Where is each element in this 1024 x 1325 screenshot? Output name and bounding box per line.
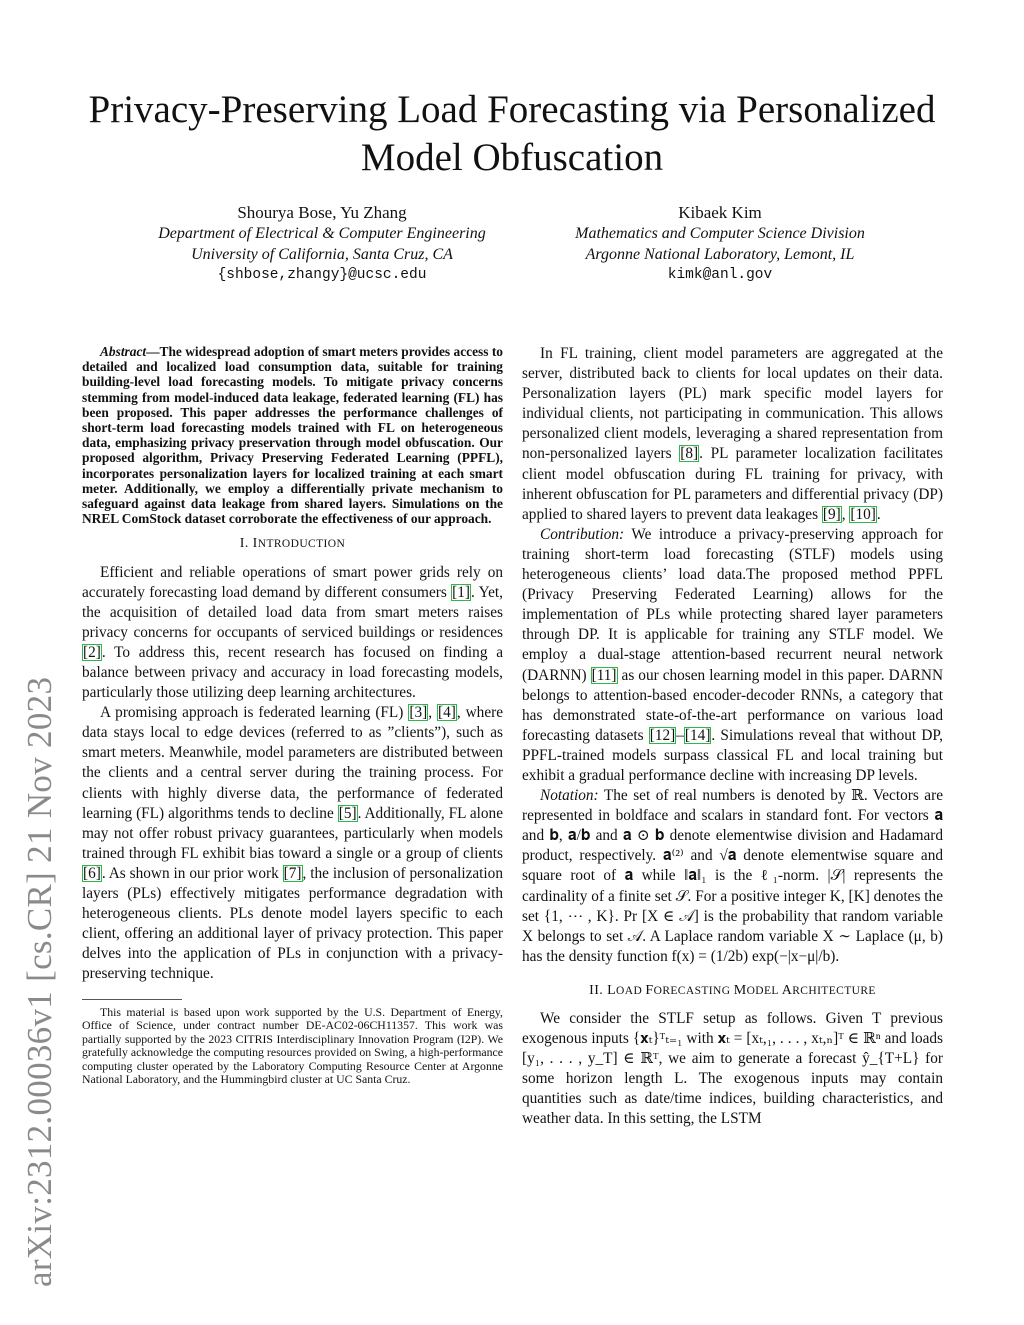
intro-paragraph-1: Efficient and reliable operations of smart power grids rely on accurately forecasting load demand by different consumers [1]. Yet, the acquisition of detailed load data from smart meters raises privacy concerns for occupants of serviced buildings or residences [2]. To address this, recent research has focused on finding a balance between privacy and accuracy in load forecasting models, particularly those utilizing deep learning architectures. [82, 563, 503, 702]
section-heading-introduction: I. INTRODUCTION [239, 536, 346, 552]
page-title: Privacy-Preserving Load Forecasting via Personalized Model Obfuscation [88, 88, 936, 179]
citation-link[interactable]: [2] [83, 643, 101, 661]
author-affiliation: Mathematics and Computer Science Division [575, 225, 865, 242]
citation-link[interactable]: [14] [684, 726, 711, 744]
footnote-divider [82, 999, 182, 1000]
left-column [82, 344, 503, 1087]
fl-training-paragraph: In FL training, client model parameters are aggregated at the server, distributed back to clients for local updates on their data. Personalization layers (PL) mark specific model layers for individual clients, not participating in communication. This allows personalized client models, leveraging a shared representation from non-personalized layers [8]. PL parameter localization facilitates client model obfuscation during FL training for privacy, with inherent obfuscation for PL parameters and differential privacy (DP) applied to shared layers to prevent data leakages [9], [10]. [522, 345, 944, 523]
author-email[interactable]: kimk@anl.gov [667, 267, 773, 283]
citation-link[interactable]: [12] [649, 726, 676, 744]
abstract-text: —The widespread adoption of smart meters provides access to detailed and localized load consumption data, suitable for training building-level load forecasting models. To mitigate privacy concerns stemming from model-induced data leakage, federated learning (FL) has been proposed. This paper addresses the performance challenges of short-term load forecasting models trained with FL on heterogeneous data, emphasizing privacy preservation through model obfuscation. Our proposed algorithm, Privacy Preserving Federated Learning (PPFL), incorporates personalization layers for localized training at each smart meter. Additionally, we employ a differentially private mechanism to safeguard against data leakage from shared layers. Simulations on the NREL ComStock dataset corroborate the effectiveness of our approach. [82, 344, 503, 527]
citation-link[interactable]: [3] [409, 704, 428, 722]
citation-link[interactable]: [9] [822, 505, 841, 523]
intro-paragraph-2: A promising approach is federated learning (FL) [3], [4], where data stays local to edge devices (referred to as ”clients”), such as smart meters. Meanwhile, model parameters are distributed between the clients and a central server during the training process. For clients with highly diverse data, the performance of federated learning (FL) algorithms tends to decline [5]. Additionally, FL alone may not offer robust privacy guarantees, particularly when models trained through FL exhibit bias toward a single or a group of clients [6]. As shown in our prior work [7], the inclusion of personalization layers (PLs) effectively mitigates performance degradation with heterogeneous clients. PLs denote model layers specific to each client, offering an additional layer of privacy protection. This paper delves into the application of PLs in conjunction with a privacy-preserving technique. [82, 704, 503, 983]
citation-link[interactable]: [6] [83, 864, 101, 882]
contribution-paragraph: Contribution: We introduce a privacy-preserving approach for training short-term load forecasting (STLF) models using heterogeneous clients’ load data.The proposed method PPFL (Privacy Preserving Federated Learning) allows for the implementation of PLs while protecting shared layer parameters through DP. It is applicable for training any STLF model. We employ a dual-stage attention-based recurrent neural network (DARNN) [11] as our chosen learning model in this paper. DARNN belongs to attention-based encoder-decoder RNNs, a category that has demonstrated state-of-the-art performance on various load forecasting datasets [12]–[14]. Simulations reveal that without DP, PPFL-trained models surpass classical FL and local training but exhibit a gradual performance decline with increasing DP levels. [522, 525, 944, 784]
citation-link[interactable]: [4] [437, 704, 456, 722]
author-names: Shourya Bose, Yu Zhang [237, 203, 407, 222]
stlf-setup-paragraph: We consider the STLF setup as follows. Given T previous exogenous inputs {𝐱ₜ}ᵀₜ₌₁ with 𝐱ₜ = [xₜ,₁, . . . , xₜ,ₙ]ᵀ ∈ ℝⁿ and loads [y₁, . . . , y_T] ∈ ℝᵀ, we aim to generate a forecast ŷ_{T+L} for some horizon length L. The exogenous inputs may contain quantities such as date/time indices, building characteristics, and weather data. In this setting, the LSTM [522, 1010, 943, 1128]
section-heading-architecture: II. LOAD FORECASTING MODEL ARCHITECTURE [589, 982, 876, 998]
citation-link[interactable]: [10] [850, 505, 876, 523]
funding-footnote: This material is based upon work supported by the U.S. Department of Energy, Office of Science, under contract number DE-AC02-06CH11357. This work was partially supported by the 2023 CITRIS Interdisciplinary Innovation Program (I2P). We gratefully acknowledge the computing resources provided on Swing, a high-performance computing cluster operated by the Laboratory Computing Resource Center at Argonne National Laboratory, and the Hummingbird cluster at UC Santa Cruz. [82, 1004, 503, 1087]
author-block-ucsc [112, 202, 532, 286]
citation-link[interactable]: [1] [452, 583, 470, 601]
notation-label: Notation: [540, 787, 599, 805]
arxiv-identifier[interactable]: arXiv:2312.00036v1 [cs.CR] 21 Nov 2023 [20, 676, 59, 1287]
citation-link[interactable]: [8] [680, 445, 699, 463]
abstract-label: Abstract [100, 344, 147, 359]
contribution-label: Contribution: [540, 525, 625, 543]
right-column [522, 344, 943, 1130]
notation-paragraph: Notation: The set of real numbers is denoted by ℝ. Vectors are represented in boldface and scalars in standard font. For vectors 𝐚 and 𝐛, 𝐚/𝐛 and 𝐚 ⊙ 𝐛 denote elementwise division and Hadamard product, respectively. 𝐚⁽²⁾ and √𝐚 denote elementwise square and square root of 𝐚 while ‖𝐚‖₁ is the ℓ₁-norm. |𝒮| represents the cardinality of a finite set 𝒮. For a positive integer K, [K] denotes the set {1, ⋯ , K}. Pr [X ∈ 𝒜] is the probability that random variable X belongs to set 𝒜. A Laplace random variable X ∼ Laplace (μ, b) has the density function f(x) = (1/2b) exp(−|x−μ|/b). [522, 787, 943, 965]
author-affiliation: Department of Electrical & Computer Engineering [158, 225, 486, 242]
citation-link[interactable]: [5] [338, 804, 357, 822]
author-block-anl [510, 202, 930, 286]
abstract [82, 344, 503, 526]
author-affiliation: Argonne National Laboratory, Lemont, IL [585, 246, 855, 263]
author-affiliation: University of California, Santa Cruz, CA [191, 246, 453, 263]
author-email[interactable]: {shbose,zhangy}@ucsc.edu [217, 267, 427, 283]
citation-link[interactable]: [7] [283, 864, 302, 882]
citation-link[interactable]: [11] [591, 666, 617, 684]
author-names: Kibaek Kim [678, 203, 762, 222]
